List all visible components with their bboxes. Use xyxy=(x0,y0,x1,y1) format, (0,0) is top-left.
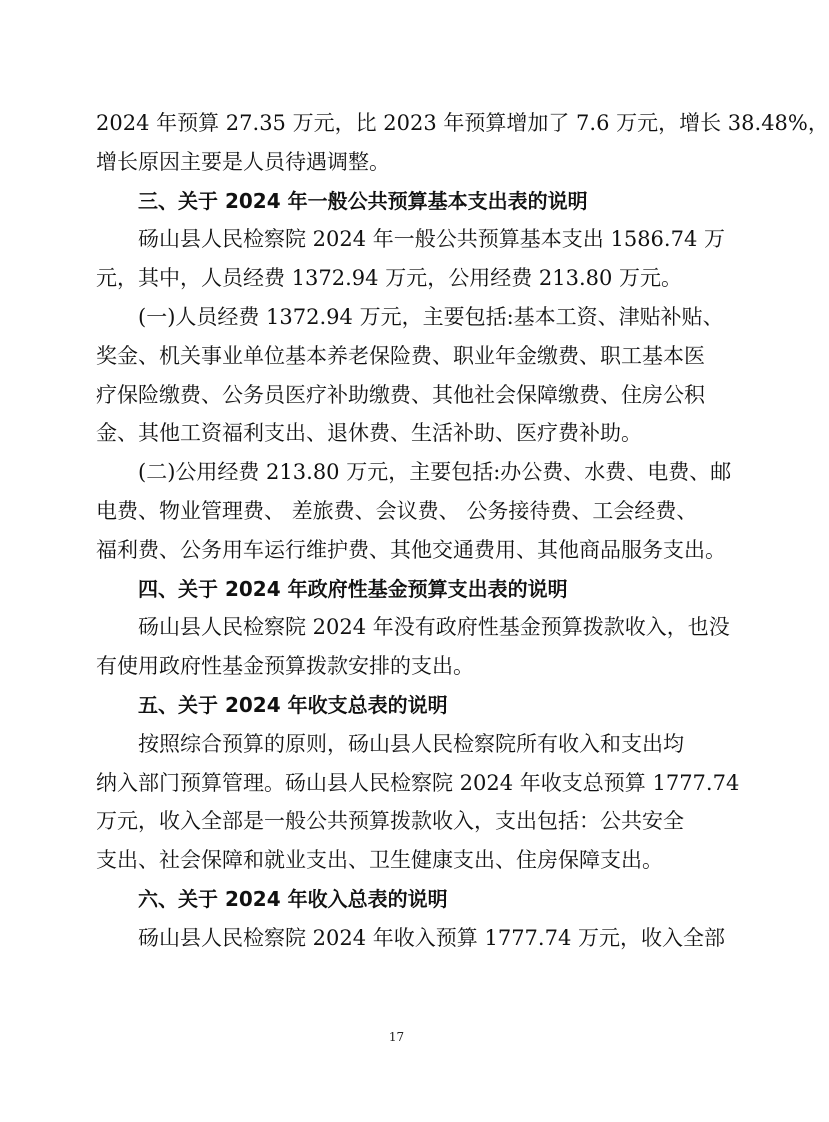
paragraph-line: 元，其中，人员经费 1372.94 万元，公用经费 213.80 万元。 xyxy=(96,266,683,291)
paragraph-line: 万元，收入全部是一般公共预算拨款收入，支出包括：公共安全 xyxy=(96,809,684,834)
paragraph-line: (一)人员经费 1372.94 万元，主要包括:基本工资、津贴补贴、 xyxy=(138,304,724,329)
section-heading-6: 六、关于 2024 年收入总表的说明 xyxy=(138,886,448,911)
section-heading-3: 三、关于 2024 年一般公共预算基本支出表的说明 xyxy=(138,188,588,213)
paragraph-line: 增长原因主要是人员待遇调整。 xyxy=(96,149,390,174)
paragraph-line: 电费、物业管理费、 差旅费、会议费、 公务接待费、工会经费、 xyxy=(96,498,698,523)
paragraph-line: 砀山县人民检察院 2024 年收入预算 1777.74 万元，收入全部 xyxy=(138,925,725,950)
paragraph-line: 2024 年预算 27.35 万元，比 2023 年预算增加了 7.6 万元，增长 38.48%， xyxy=(96,111,829,135)
paragraph-line: 金、其他工资福利支出、退休费、生活补助、医疗费补助。 xyxy=(96,421,642,446)
paragraph-line: 疗保险缴费、公务员医疗补助缴费、其他社会保障缴费、住房公积 xyxy=(96,382,705,407)
paragraph-line: 有使用政府性基金预算拨款安排的支出。 xyxy=(96,654,474,679)
section-heading-5: 五、关于 2024 年收支总表的说明 xyxy=(138,692,448,717)
paragraph-line: 福利费、公务用车运行维护费、其他交通费用、其他商品服务支出。 xyxy=(96,537,726,562)
page-number: 17 xyxy=(388,1030,405,1044)
document-body xyxy=(96,104,829,958)
paragraph-line: (二)公用经费 213.80 万元，主要包括:办公费、水费、电费、邮 xyxy=(138,460,732,485)
paragraph-line: 纳入部门预算管理。砀山县人民检察院 2024 年收支总预算 1777.74 xyxy=(96,770,740,795)
paragraph-line: 砀山县人民检察院 2024 年没有政府性基金预算拨款收入，也没 xyxy=(138,615,730,640)
section-heading-4: 四、关于 2024 年政府性基金预算支出表的说明 xyxy=(138,576,568,601)
paragraph-line: 砀山县人民检察院 2024 年一般公共预算基本支出 1586.74 万 xyxy=(138,227,725,252)
paragraph-line: 支出、社会保障和就业支出、卫生健康支出、住房保障支出。 xyxy=(96,848,663,873)
paragraph-line: 按照综合预算的原则，砀山县人民检察院所有收入和支出均 xyxy=(138,731,684,756)
paragraph-line: 奖金、机关事业单位基本养老保险费、职业年金缴费、职工基本医 xyxy=(96,343,705,368)
